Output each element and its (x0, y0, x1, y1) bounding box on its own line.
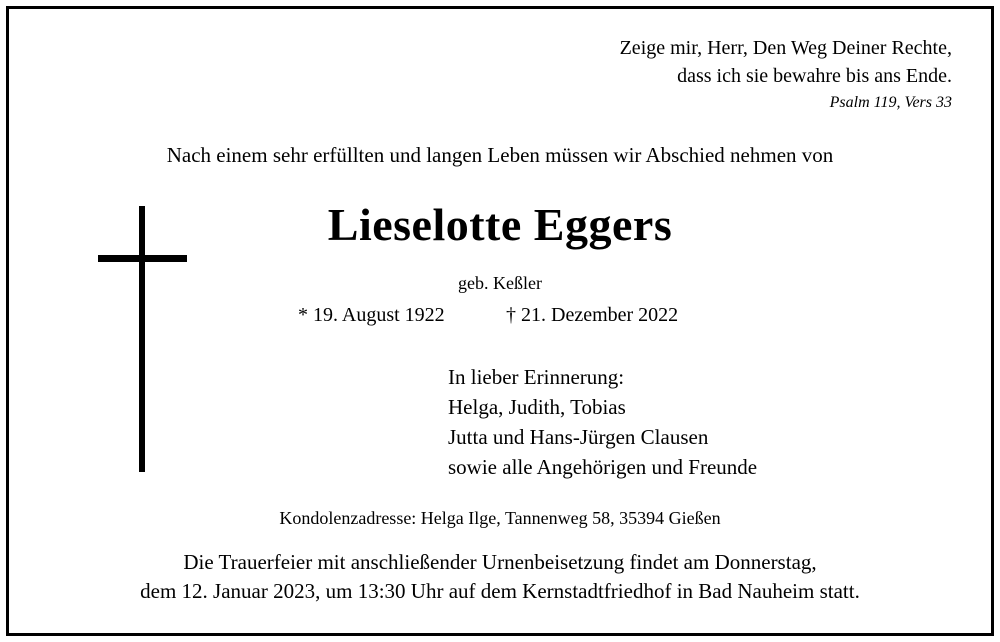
verse-line-1: Zeige mir, Herr, Den Weg Deiner Rechte, (619, 37, 952, 59)
mourners-heading: In lieber Erinnerung: (448, 365, 625, 389)
mourners-line: Jutta und Hans-Jürgen Clausen (448, 425, 709, 449)
ceremony-info (0, 548, 1000, 606)
birth-date: * 19. August 1922 (298, 304, 445, 326)
intro-text: Nach einem sehr erfüllten und langen Leben müssen wir Abschied nehmen von (166, 143, 834, 167)
verse-line-2: dass ich sie bewahre bis ans Ende. (677, 65, 952, 87)
deceased-name: Lieselotte Eggers (327, 199, 673, 250)
birth-name: geb. Keßler (458, 273, 542, 293)
death-date: † 21. Dezember 2022 (506, 304, 679, 326)
ceremony-line-2: dem 12. Januar 2023, um 13:30 Uhr auf dem Kernstadtfriedhof in Bad Nauheim statt. (140, 579, 860, 603)
ceremony-line-1: Die Trauerfeier mit anschließender Urnenbeisetzung findet am Donnerstag, (183, 550, 817, 574)
mourners-block (448, 362, 757, 482)
condolence-address: Kondolenzadresse: Helga Ilge, Tannenweg 58, 35394 Gießen (279, 508, 721, 528)
mourners-line: sowie alle Angehörigen und Freunde (448, 455, 758, 479)
cross-horizontal-bar (98, 255, 187, 262)
verse-reference: Psalm 119, Vers 33 (829, 94, 952, 111)
mourners-line: Helga, Judith, Tobias (448, 395, 626, 419)
